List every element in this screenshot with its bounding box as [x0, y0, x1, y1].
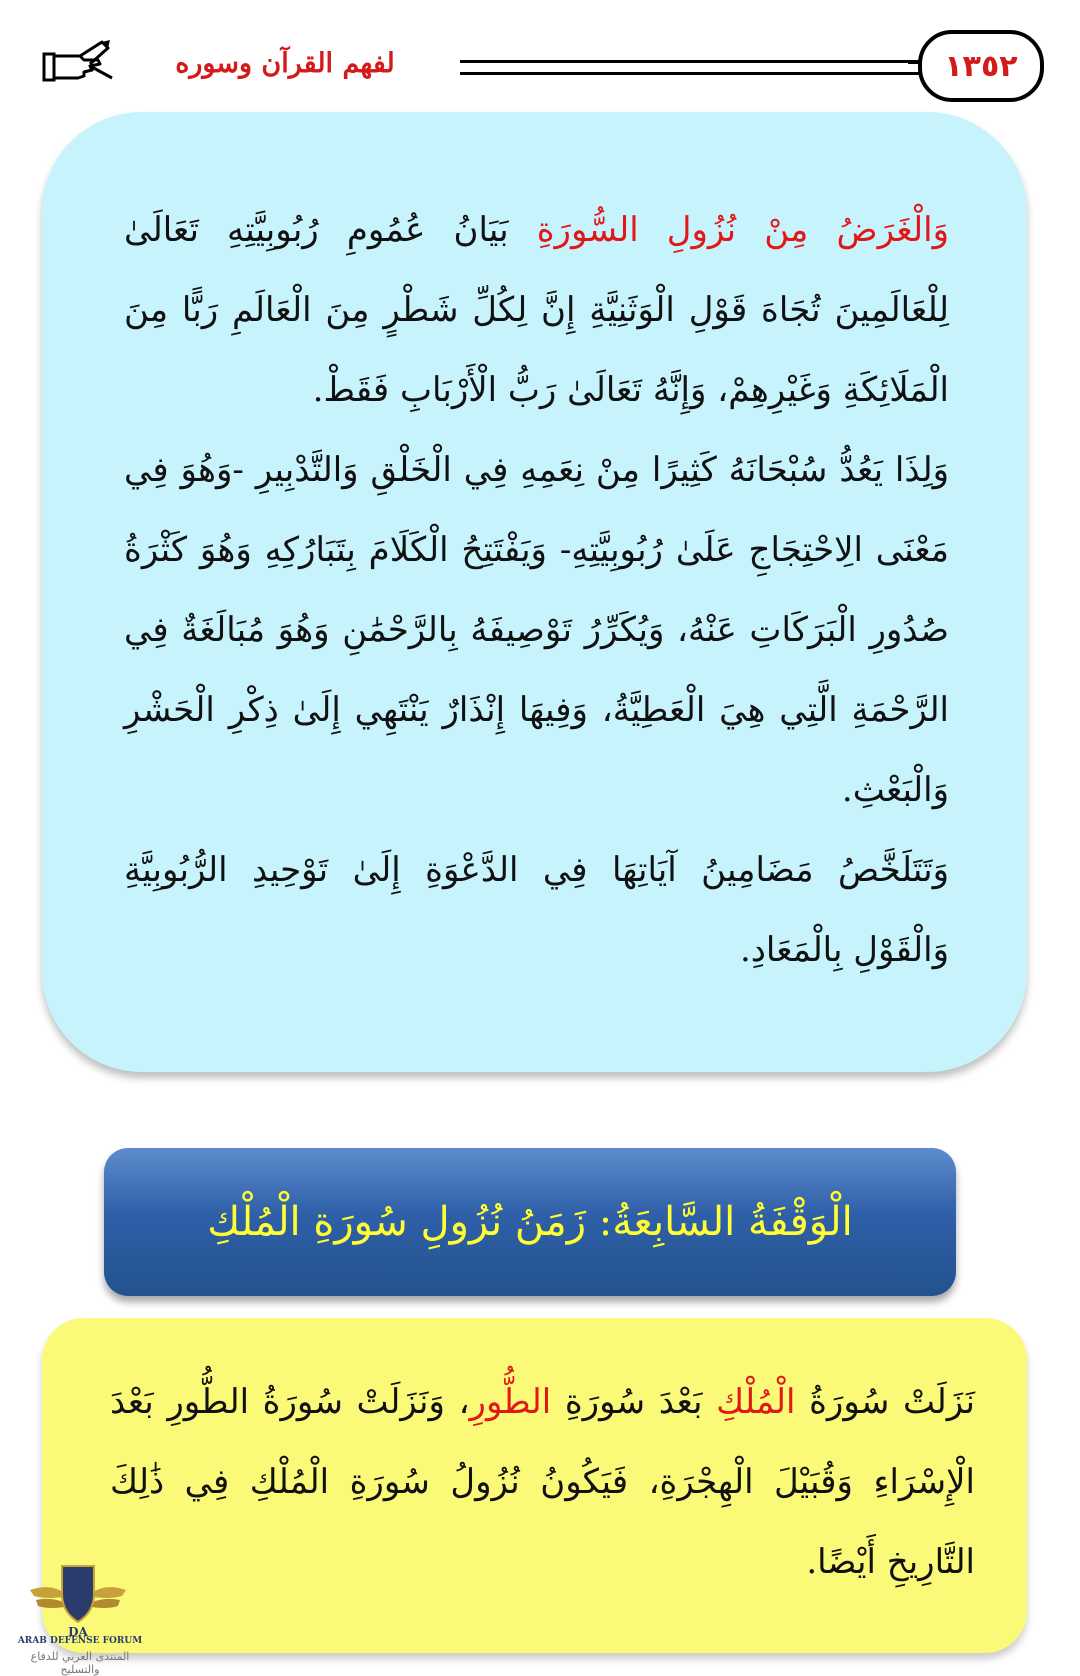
- forum-watermark-logo: [6, 1560, 146, 1676]
- book-title: لفهم القرآن وسوره: [175, 48, 395, 79]
- paragraph-2: وَلِذَا يَعُدُّ سُبْحَانَهُ كَثِيرًا مِنْ نِعَمِهِ فِي الْخَلْقِ وَالتَّدْبِيرِ -وَهُوَ فِي مَعْنَى الِاحْتِجَاجِ عَلَىٰ رُبُوبِيَّتِهِ- وَيَفْتَتِحُ الْكَلَامَ بِتَبَارُكِهِ وَهُوَ كَثْرَةُ صُدُورِ الْبَرَكَاتِ عَنْهُ، وَيُكَرِّرُ تَوْصِيفَهُ بِالرَّحْمَٰنِ وَهُوَ مُبَالَغَةٌ فِي الرَّحْمَةِ الَّتِي هِيَ الْعَطِيَّةُ، وَفِيهَا إِنْذَارٌ يَنْتَهِي إِلَىٰ ذِكْرِ الْحَشْرِ وَالْبَعْثِ.: [124, 450, 949, 810]
- summary-text-box: [42, 1318, 1027, 1653]
- main-text-box: [42, 112, 1027, 1072]
- surah-name-tur: الطُّورِ: [469, 1382, 552, 1422]
- highlight-phrase: وَالْغَرَضُ مِنْ نُزُولِ السُّورَةِ: [536, 210, 949, 250]
- paragraph-1-text: بَيَانُ عُمُومِ رُبُوبِيَّتِهِ تَعَالَىٰ لِلْعَالَمِينَ تُجَاهَ قَوْلِ الْوَثَنِيَّةِ إِنَّ لِكُلِّ شَطْرٍ مِنَ الْعَالَمِ رَبًّا مِنَ الْمَلَائِكَةِ وَغَيْرِهِمْ، وَإِنَّهُ تَعَالَىٰ رَبُّ الْأَرْبَابِ فَقَطْ.: [124, 210, 949, 410]
- forum-badge-text: DA: [68, 1625, 88, 1638]
- summary-text-2: بَعْدَ سُورَةِ: [551, 1382, 717, 1422]
- section-title: الْوَقْفَةُ السَّابِعَةُ: زَمَنُ نُزُولِ سُورَةِ الْمُلْكِ: [207, 1199, 853, 1245]
- writing-hand-icon: [40, 38, 116, 88]
- summary-text-1: نَزَلَتْ سُورَةُ: [795, 1382, 975, 1422]
- section-banner: [104, 1148, 956, 1296]
- summary-paragraph: [110, 1362, 975, 1602]
- forum-name-english: ARAB DEFENSE FORUM: [17, 1636, 143, 1646]
- paragraph-1: [124, 190, 949, 430]
- paragraph-3: وَتَتَلَخَّصُ مَضَامِينُ آيَاتِهَا فِي الدَّعْوَةِ إِلَىٰ تَوْحِيدِ الرُّبُوبِيَّةِ وَالْقَوْلِ بِالْمَعَادِ.: [124, 850, 949, 970]
- header-divider: [460, 60, 920, 75]
- forum-name-arabic: المنتدى العربي للدفاع والتسليح: [30, 1650, 130, 1676]
- summary-text-3: ، وَنَزَلَتْ سُورَةُ الطُّورِ بَعْدَ الْإِسْرَاءِ وَقُبَيْلَ الْهِجْرَةِ، فَيَكُونُ نُزُولُ سُورَةِ الْمُلْكِ فِي ذَٰلِكَ التَّارِيخِ أَيْضًا.: [110, 1382, 975, 1582]
- surah-name-mulk: الْمُلْكِ: [716, 1382, 796, 1422]
- page-number: ١٣٥٢: [918, 30, 1044, 102]
- forum-eagle-logo: [28, 1560, 128, 1638]
